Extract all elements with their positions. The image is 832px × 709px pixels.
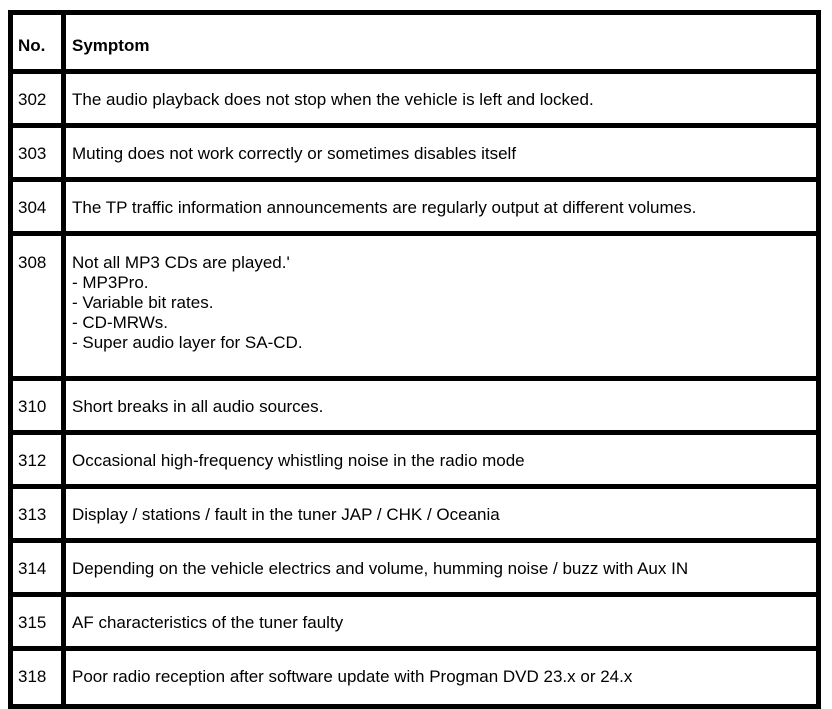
symptom-line: AF characteristics of the tuner faulty <box>72 613 344 632</box>
table-row <box>11 379 819 433</box>
symptom-line: Poor radio reception after software update with Progman DVD 23.x or 24.x <box>72 667 633 686</box>
table-row <box>11 433 819 487</box>
symptom-line: Muting does not work correctly or sometimes disables itself <box>72 144 517 163</box>
symptom-line: - MP3Pro. <box>72 273 149 292</box>
table-row <box>11 649 819 707</box>
table-row <box>11 126 819 180</box>
row-symptom <box>64 595 819 649</box>
row-symptom <box>64 433 819 487</box>
table-row <box>11 487 819 541</box>
row-symptom <box>64 541 819 595</box>
row-number: 318 <box>11 649 64 707</box>
symptom-line: Not all MP3 CDs are played.' <box>72 253 290 272</box>
row-number: 308 <box>11 234 64 379</box>
row-symptom <box>64 379 819 433</box>
symptom-line: - CD-MRWs. <box>72 313 168 332</box>
header-no: No. <box>11 13 64 72</box>
symptom-line: - Variable bit rates. <box>72 293 214 312</box>
table-row <box>11 541 819 595</box>
symptom-table-container <box>8 10 816 709</box>
symptom-line: The TP traffic information announcements are regularly output at different volumes. <box>72 198 697 217</box>
symptom-line: Occasional high-frequency whistling noise in the radio mode <box>72 451 525 470</box>
symptom-table <box>8 10 821 709</box>
row-symptom <box>64 72 819 126</box>
row-number: 314 <box>11 541 64 595</box>
row-symptom <box>64 487 819 541</box>
table-row <box>11 180 819 234</box>
row-number: 315 <box>11 595 64 649</box>
row-number: 312 <box>11 433 64 487</box>
symptom-line: Depending on the vehicle electrics and volume, humming noise / buzz with Aux IN <box>72 559 689 578</box>
table-row <box>11 234 819 379</box>
symptom-line: Display / stations / fault in the tuner JAP / CHK / Oceania <box>72 505 500 524</box>
row-number: 310 <box>11 379 64 433</box>
symptom-line: - Super audio layer for SA-CD. <box>72 333 303 352</box>
header-row <box>11 13 819 72</box>
row-number: 303 <box>11 126 64 180</box>
symptom-line: Short breaks in all audio sources. <box>72 397 324 416</box>
row-symptom <box>64 234 819 379</box>
symptom-line: The audio playback does not stop when the vehicle is left and locked. <box>72 90 594 109</box>
table-row <box>11 595 819 649</box>
row-number: 313 <box>11 487 64 541</box>
row-number: 302 <box>11 72 64 126</box>
row-number: 304 <box>11 180 64 234</box>
row-symptom <box>64 180 819 234</box>
table-row <box>11 72 819 126</box>
row-symptom <box>64 649 819 707</box>
row-symptom <box>64 126 819 180</box>
header-symptom: Symptom <box>64 13 819 72</box>
